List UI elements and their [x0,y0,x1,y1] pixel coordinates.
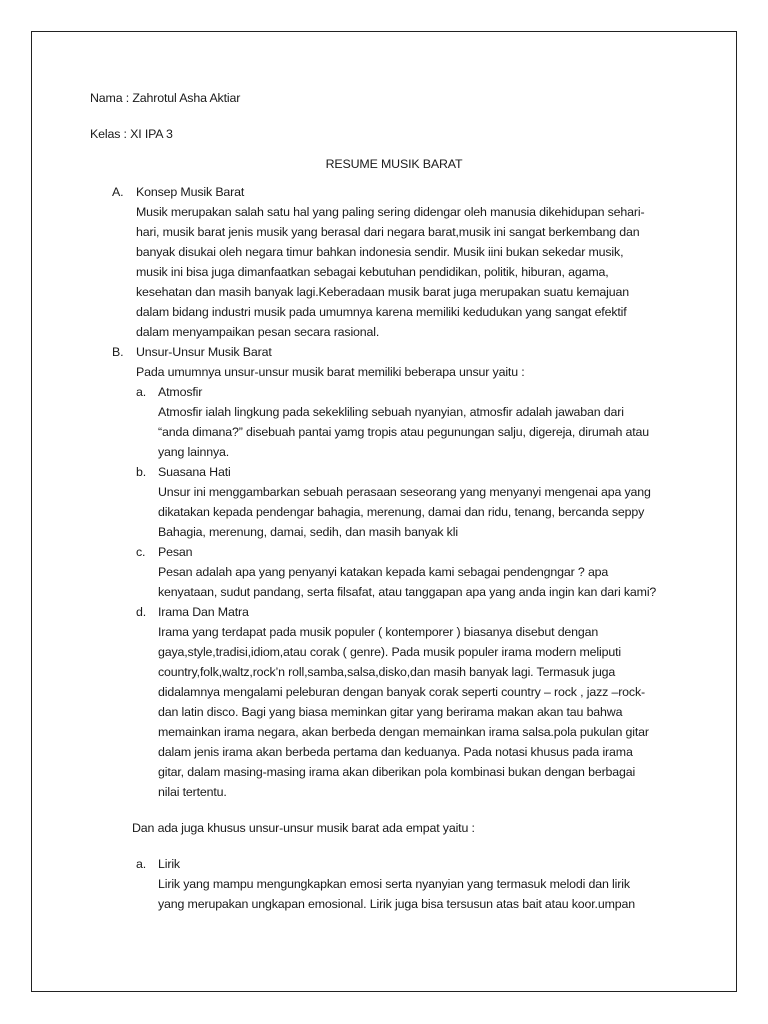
subsection-heading: Atmosfir [158,385,203,399]
paragraph-line: “anda dimana?” disebuah pantai yamg tropis atau pegunungan salju, digereja, dirumah atau [158,425,650,439]
paragraph-line: Pesan adalah apa yang penyanyi katakan kepada kami sebagai pendengngar ? apa [158,565,609,579]
paragraph-line: nilai tertentu. [158,785,227,799]
subsection-pesan [136,542,690,602]
section-khusus [90,854,690,914]
subsection-marker: c. [136,545,146,559]
paragraph-line: dikatakan kepada pendengar bahagia, merenung, damai dan ridu, tenang, bercanda seppy [158,505,645,519]
section-konsep [90,182,690,342]
section-heading: Unsur-Unsur Musik Barat [136,345,272,359]
subsection-marker: a. [136,857,147,871]
closing-statement: Dan ada juga khusus unsur-unsur musik barat ada empat yaitu : [132,821,475,835]
section-unsur [90,342,690,802]
subsection-irama-dan-matra [136,602,690,802]
paragraph-line: yang merupakan ungkapan emosional. Lirik juga bisa tersusun atas bait atau koor.umpan [158,897,635,911]
paragraph-line: Bahagia, merenung, damai, sedih, dan masih banyak kli [158,525,458,539]
subsection-atmosfir [136,382,690,462]
paragraph-line: Irama yang terdapat pada musik populer ( kontemporer ) biasanya disebut dengan [158,625,599,639]
paragraph-line: didalamnya mengalami peleburan dengan banyak corak seperti country – rock , jazz –rock- [158,685,645,699]
paragraph-line: yang lainnya. [158,445,230,459]
subsection-heading: Irama Dan Matra [158,605,249,619]
paragraph-line: dalam menyampaikan pesan secara rasional. [136,325,380,339]
paragraph-line: Musik merupakan salah satu hal yang paling sering didengar oleh manusia dikehidupan sehari- [136,205,645,219]
paragraph-line: musik ini bisa juga dimanfaatkan sebagai kebutuhan pendidikan, politik, hiburan, agama, [136,265,609,279]
student-class: Kelas : XI IPA 3 [90,127,173,141]
section-marker: B. [112,345,124,359]
section-heading: Konsep Musik Barat [136,185,245,199]
paragraph-line: memainkan irama negara, akan berbeda dengan memainkan irama salsa.pola pukulan gitar [158,725,649,739]
paragraph-line: Unsur ini menggambarkan sebuah perasaan seseorang yang menyanyi mengenai apa yang [158,485,651,499]
subsection-lirik [136,854,690,914]
subsection-heading: Lirik [158,857,180,871]
document-title: RESUME MUSIK BARAT [325,157,463,171]
subsection-marker: a. [136,385,147,399]
paragraph-line: banyak disukai oleh negara timur bahkan indonesia sendir. Musik iini bukan sekedar musik, [136,245,624,259]
document-body [90,88,690,914]
paragraph-line: gaya,style,tradisi,idiom,atau corak ( genre). Pada musik populer irama modern meliputi [158,645,621,659]
student-name: Nama : Zahrotul Asha Aktiar [90,91,241,105]
paragraph-line: dan latin disco. Bagi yang biasa meminkan gitar yang berirama makan akan tau bahwa [158,705,623,719]
subsection-heading: Suasana Hati [158,465,231,479]
paragraph-line: dalam bidang industri musik pada umumnya karena memiliki kedudukan yang sangat efektif [136,305,627,319]
paragraph-line: hari, musik barat jenis musik yang berasal dari negara barat,musik ini sangat berkembang dan [136,225,640,239]
subsection-suasana-hati [136,462,690,542]
subsection-heading: Pesan [158,545,193,559]
subsection-marker: b. [136,465,147,479]
section-intro: Pada umumnya unsur-unsur musik barat memiliki beberapa unsur yaitu : [136,365,525,379]
paragraph-line: Atmosfir ialah lingkung pada sekekliling sebuah nyanyian, atmosfir adalah jawaban dari [158,405,624,419]
paragraph-line: country,folk,waltz,rock’n roll,samba,salsa,disko,dan masih banyak lagi. Termasuk juga [158,665,616,679]
subsection-marker: d. [136,605,147,619]
paragraph-line: dalam jenis irama akan berbeda pertama dan keduanya. Pada notasi khusus pada irama [158,745,633,759]
paragraph-line: kenyataan, sudut pandang, serta filsafat, atau tanggapan apa yang anda ingin kan dari kami? [158,585,657,599]
section-marker: A. [112,185,124,199]
paragraph-line: gitar, dalam masing-masing irama akan diberikan pola kombinasi bukan dengan berbagai [158,765,636,779]
paragraph-line: Lirik yang mampu mengungkapkan emosi serta nyanyian yang termasuk melodi dan lirik [158,877,630,891]
paragraph-line: kesehatan dan masih banyak lagi.Keberadaan musik barat juga merupakan suatu kemajuan [136,285,629,299]
